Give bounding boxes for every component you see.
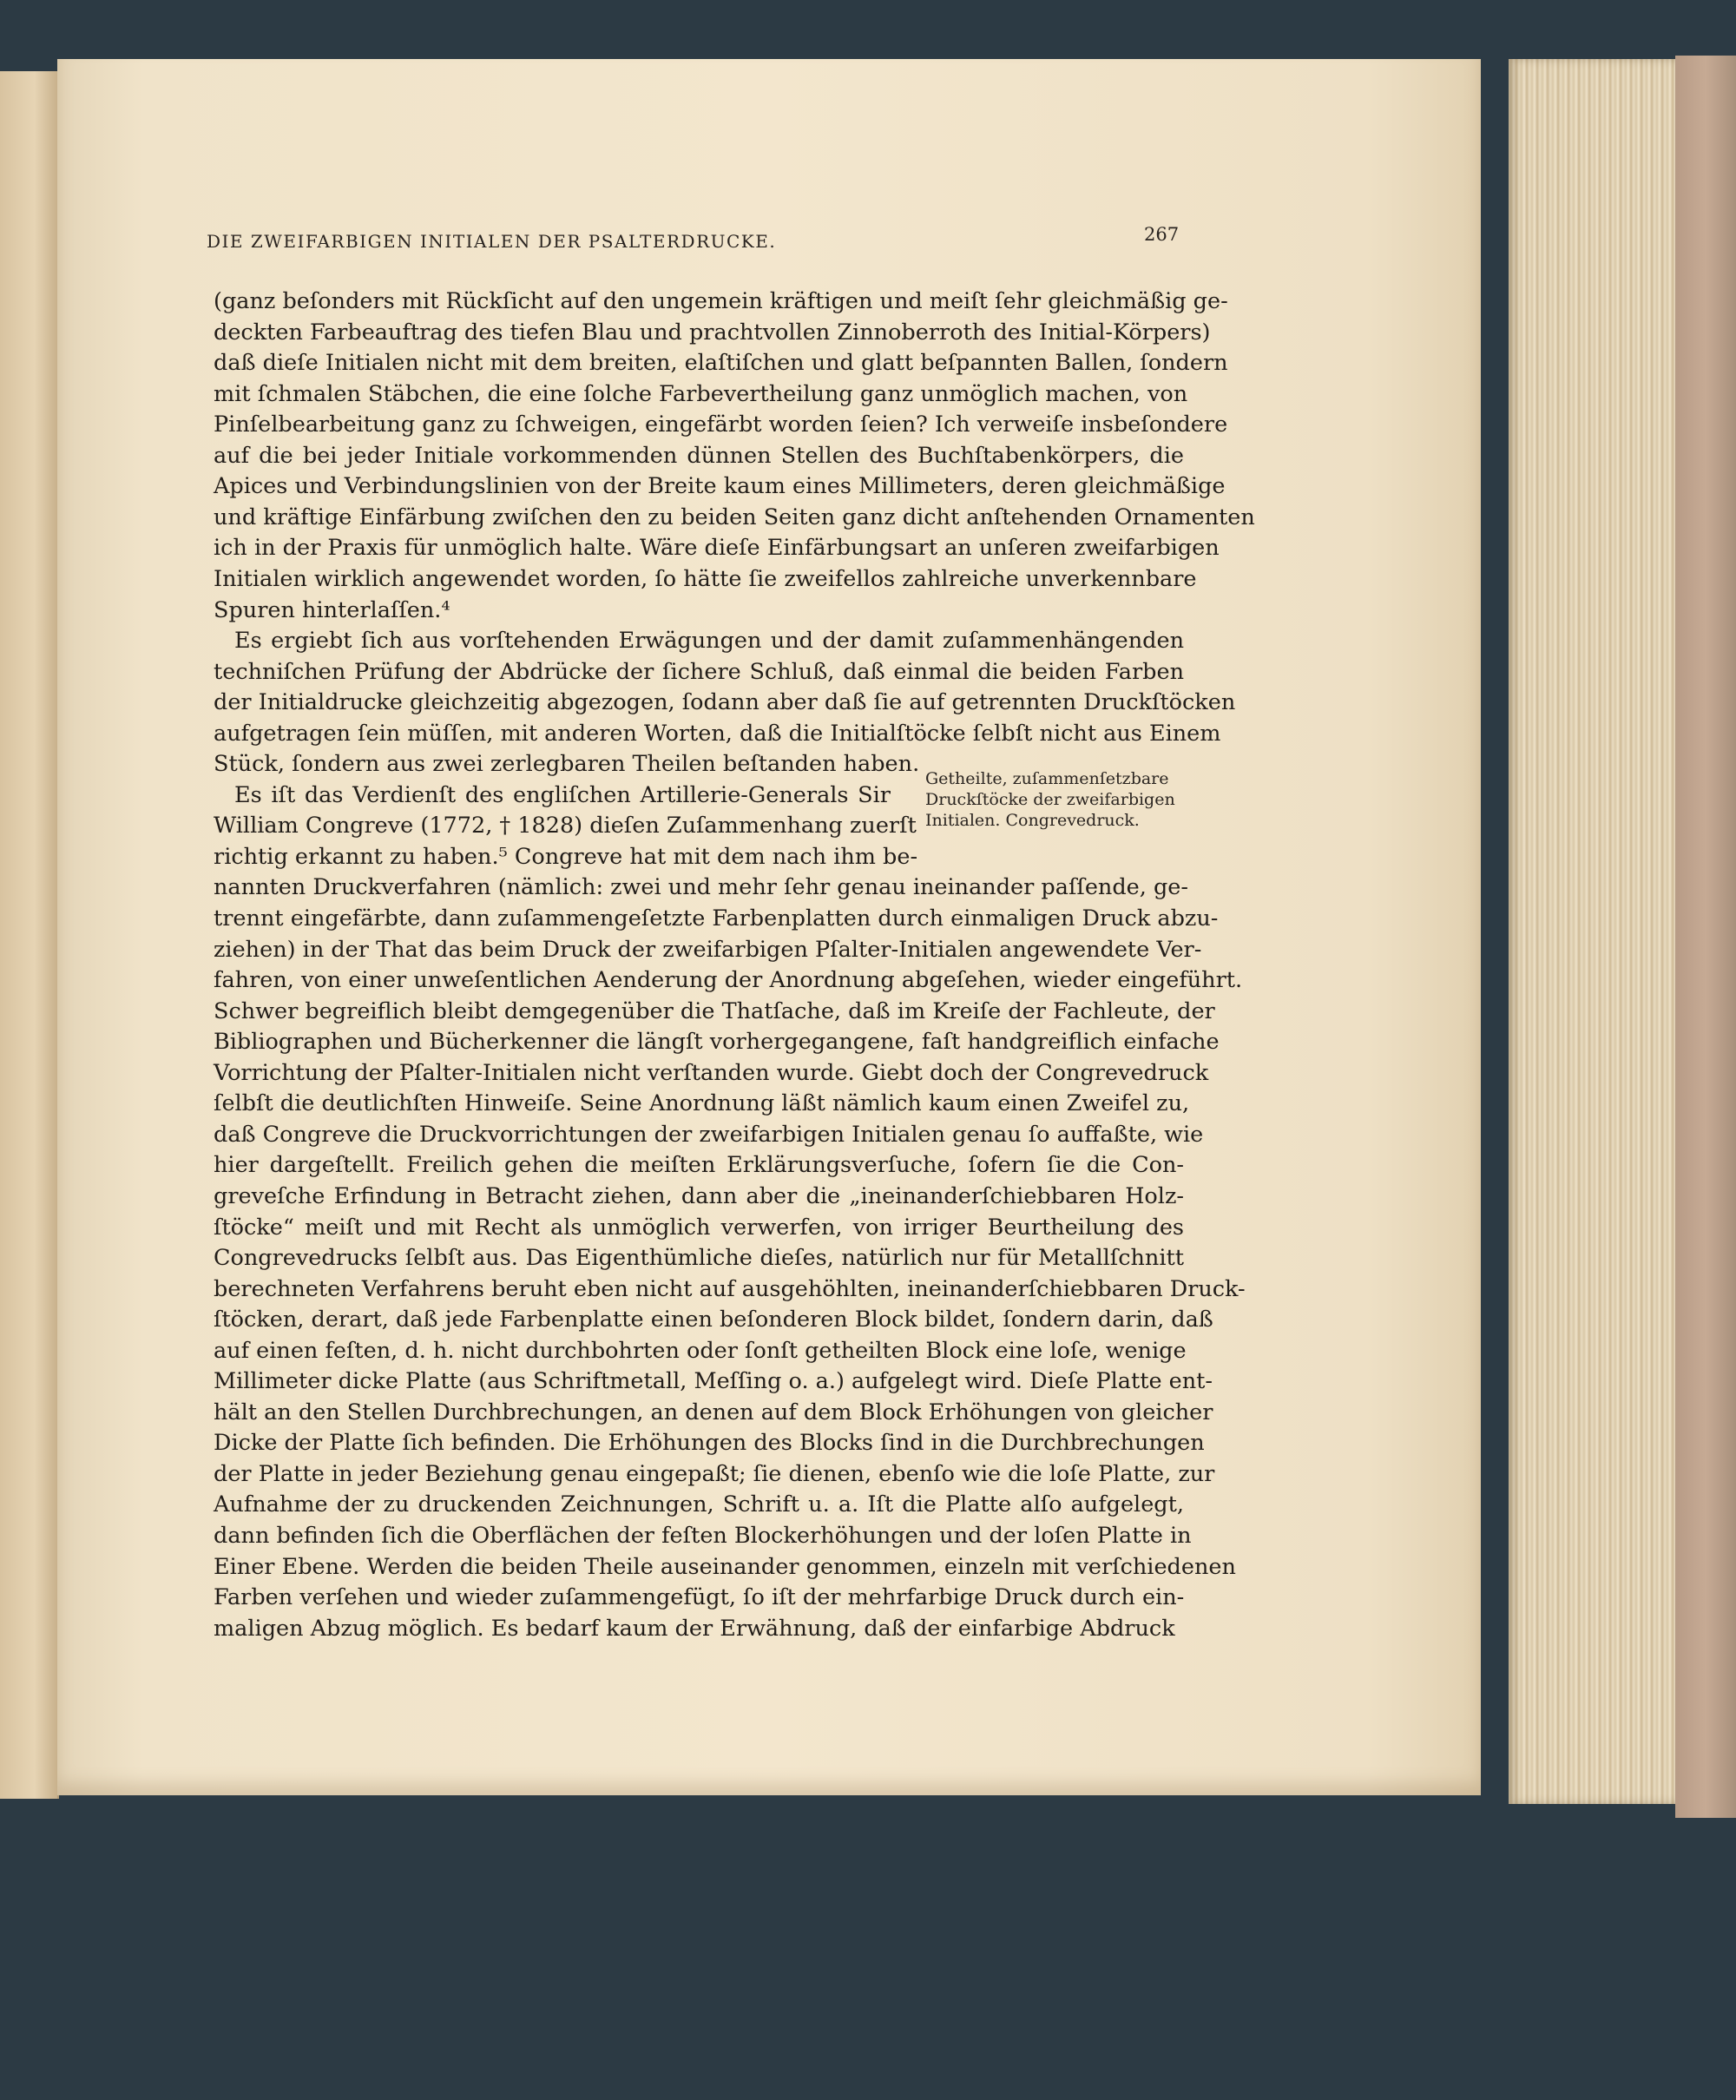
text-line: Millimeter dicke Platte (aus Schriftmetall, Meſſing o. a.) aufgelegt wird. Dieſe Platte ent- bbox=[214, 1368, 1213, 1395]
text-line: mit ſchmalen Stäbchen, die eine ſolche Farbevertheilung ganz unmöglich machen, von bbox=[214, 380, 1188, 407]
text-line: aufgetragen ſein müſſen, mit anderen Worten, daß die Initialſtöcke ſelbſt nicht aus Einem bbox=[214, 720, 1221, 747]
text-line: nannten Druckverfahren (nämlich: zwei und mehr ſehr genau ineinander paſſende, ge- bbox=[214, 874, 1189, 901]
text-line: und kräftige Einfärbung zwiſchen den zu beiden Seiten ganz dicht anſtehenden Ornamenten bbox=[214, 504, 1255, 530]
text-line: Es ergiebt ſich aus vorſtehenden Erwägungen und der damit zuſammenhängenden bbox=[234, 628, 1184, 655]
book-cover bbox=[1675, 56, 1736, 1818]
margin-note-line: Getheilte, zuſammenſetzbare bbox=[925, 769, 1169, 788]
text-line: Pinſelbearbeitung ganz zu ſchweigen, eingefärbt worden ſeien? Ich verweiſe insbeſondere bbox=[214, 411, 1228, 438]
text-line: fahren, von einer unweſentlichen Aenderung der Anordnung abgeſehen, wieder eingeführt. bbox=[214, 967, 1243, 994]
text-line: ich in der Praxis für unmöglich halte. Wäre dieſe Einfärbungsart an unſeren zweifarbigen bbox=[214, 535, 1220, 562]
margin-note-line: Initialen. Congrevedruck. bbox=[925, 811, 1140, 830]
text-line: ſtöcke“ meiſt und mit Recht als unmöglich verwerfen, von irriger Beurtheilung des bbox=[214, 1214, 1184, 1241]
text-line: richtig erkannt zu haben.⁵ Congreve hat mit dem nach ihm be- bbox=[214, 843, 918, 870]
text-line: dann befinden ſich die Oberflächen der feſten Blockerhöhungen und der loſen Platte in bbox=[214, 1523, 1192, 1549]
text-line: Congrevedrucks ſelbſt aus. Das Eigenthümliche dieſes, natürlich nur für Metallſchnitt bbox=[214, 1245, 1184, 1272]
text-line: Farben verſehen und wieder zuſammengefügt, ſo iſt der mehrfarbige Druck durch ein- bbox=[214, 1584, 1185, 1611]
text-line: (ganz beſonders mit Rückſicht auf den ungemein kräftigen und meiſt ſehr gleichmäßig ge- bbox=[214, 288, 1228, 314]
text-line: der Initialdrucke gleichzeitig abgezogen, ſodann aber daß ſie auf getrennten Druckſtöcken bbox=[214, 689, 1236, 716]
text-line: trennt eingefärbte, dann zuſammengeſetzte Farbenplatten durch einmaligen Druck abzu- bbox=[214, 905, 1219, 932]
text-line: William Congreve (1772, † 1828) dieſen Zuſammenhang zuerſt bbox=[214, 813, 917, 839]
text-line: auf die bei jeder Initiale vorkommenden dünnen Stellen des Buchſtabenkörpers, die bbox=[214, 442, 1184, 469]
page-edges bbox=[1509, 59, 1679, 1804]
page-number: 267 bbox=[1144, 224, 1180, 245]
text-line: auf einen feſten, d. h. nicht durchbohrten oder ſonſt getheilten Block eine loſe, wenige bbox=[214, 1337, 1187, 1364]
text-line: deckten Farbeauftrag des tiefen Blau und prachtvollen Zinnoberroth des Initial-Körpers) bbox=[214, 319, 1211, 346]
text-line: Schwer begreiflich bleibt demgegenüber die Thatſache, daß im Kreiſe der Fachleute, der bbox=[214, 997, 1215, 1024]
text-line: daß Congreve die Druckvorrichtungen der zweifarbigen Initialen genau ſo auffaßte, wie bbox=[214, 1121, 1204, 1148]
text-line: Apices und Verbindungslinien von der Breite kaum eines Millimeters, deren gleichmäßige bbox=[214, 473, 1226, 500]
text-line: Bibliographen und Bücherkenner die längſt vorhergegangene, faſt handgreiflich einfache bbox=[214, 1029, 1220, 1056]
left-page-edge bbox=[0, 71, 59, 1799]
text-line: hier dargeſtellt. Freilich gehen die meiſten Erklärungsverſuche, ſofern ſie die Con- bbox=[214, 1152, 1184, 1179]
text-line: der Platte in jeder Beziehung genau eingepaßt; ſie dienen, ebenſo wie die loſe Platte, zur bbox=[214, 1460, 1215, 1487]
text-line: ziehen) in der That das beim Druck der zweifarbigen Pſalter-Initialen angewendete Ver- bbox=[214, 936, 1202, 963]
text-line: Stück, ſondern aus zwei zerlegbaren Theilen beſtanden haben. bbox=[214, 751, 920, 778]
text-line: ſelbſt die deutlichſten Hinweiſe. Seine Anordnung läßt nämlich kaum einen Zweifel zu, bbox=[214, 1090, 1190, 1117]
margin-note-line: Druckſtöcke der zweifarbigen bbox=[925, 790, 1175, 809]
text-line: daß dieſe Initialen nicht mit dem breiten, elaſtiſchen und glatt beſpannten Ballen, ſondern bbox=[214, 350, 1228, 377]
text-line: Einer Ebene. Werden die beiden Theile auseinander genommen, einzeln mit verſchiedenen bbox=[214, 1553, 1236, 1580]
text-line: greveſche Erfindung in Betracht ziehen, dann aber die „ineinanderſchiebbaren Holz- bbox=[214, 1182, 1184, 1209]
text-line: Dicke der Platte ſich befinden. Die Erhöhungen des Blocks ſind in die Durchbrechungen bbox=[214, 1430, 1205, 1457]
running-header: DIE ZWEIFARBIGEN INITIALEN DER PSALTERDRUCKE. bbox=[207, 231, 777, 252]
text-line: Initialen wirklich angewendet worden, ſo hätte ſie zweifellos zahlreiche unverkennbare bbox=[214, 565, 1197, 592]
text-line: berechneten Verfahrens beruht eben nicht auf ausgehöhlten, ineinanderſchiebbaren Druck- bbox=[214, 1275, 1246, 1302]
text-line: techniſchen Prüfung der Abdrücke der ſichere Schluß, daß einmal die beiden Farben bbox=[214, 658, 1184, 685]
text-line: Spuren hinterlaſſen.⁴ bbox=[214, 596, 450, 623]
text-line: maligen Abzug möglich. Es bedarf kaum der Erwähnung, daß der einfarbige Abdruck bbox=[214, 1615, 1175, 1642]
text-line: ſtöcken, derart, daß jede Farbenplatte einen beſonderen Block bildet, ſondern darin, daß bbox=[214, 1307, 1213, 1333]
text-line: hält an den Stellen Durchbrechungen, an denen auf dem Block Erhöhungen von gleicher bbox=[214, 1399, 1213, 1425]
text-line: Aufnahme der zu druckenden Zeichnungen, Schrift u. a. Iſt die Platte alſo aufgelegt, bbox=[214, 1491, 1184, 1518]
text-line: Es iſt das Verdienſt des engliſchen Artillerie-Generals Sir bbox=[234, 781, 891, 808]
text-line: Vorrichtung der Pſalter-Initialen nicht verſtanden wurde. Giebt doch der Congrevedruck bbox=[214, 1059, 1209, 1086]
